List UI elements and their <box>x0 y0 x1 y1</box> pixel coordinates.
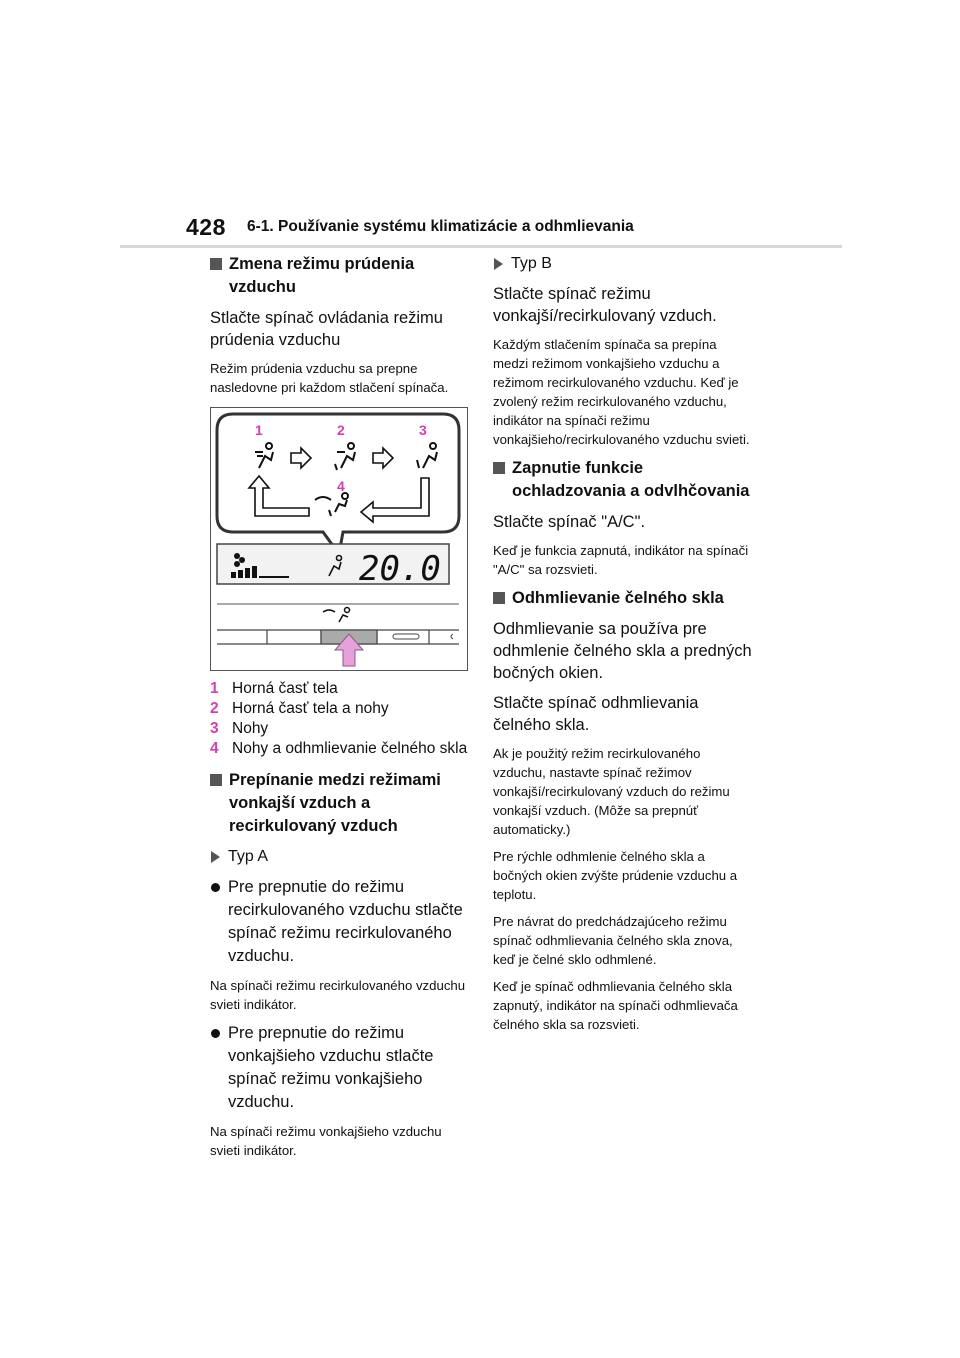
legend-text: Horná časť tela <box>232 680 338 697</box>
page-header <box>0 0 960 250</box>
mode-label-3: 3 <box>419 422 427 438</box>
airflow-mode-figure <box>210 407 468 671</box>
mode-legend <box>210 679 472 759</box>
paragraph-air-source-switch: Stlačte spínač režimu vonkajší/recirkulovaný vzduch. <box>493 285 717 325</box>
mode-label-1: 1 <box>255 422 263 438</box>
paragraph-defrost-use: Odhmlievanie sa používa pre odhmlenie čelného skla a predných bočných okien. <box>493 620 752 682</box>
legend-text: Nohy <box>232 720 269 737</box>
legend-row <box>210 699 472 719</box>
legend-row <box>210 719 472 739</box>
mode-label-2: 2 <box>337 422 345 438</box>
legend-text: Nohy a odhmlievanie čelného skla <box>232 740 468 757</box>
note-airflow-sequence: Režim prúdenia vzduchu sa prepne nasledovne pri každom stlačení spínača. <box>210 361 449 395</box>
note-air-source-switch: Každým stlačením spínača sa prepína medzi režimom vonkajšieho vzduchu a režimom recirkulovaného vzduchu. Keď je zvolený režim recirkulovaného vzduchu, indikátor na spínači režimu vonkajšieho/recirkulovaného vzduchu svieti. <box>493 337 750 447</box>
legend-num: 4 <box>210 740 219 757</box>
note-defrost-fast: Pre rýchle odhmlenie čelného skla a bočných okien zvýšte prúdenie vzduchu a teplotu. <box>493 849 738 902</box>
mode-label-4: 4 <box>337 478 345 494</box>
legend-row <box>210 679 472 699</box>
right-column <box>493 253 755 1042</box>
paragraph-defrost-press: Stlačte spínač odhmlievania čelného skla. <box>493 694 699 734</box>
section-title: 6-1. Používanie systému klimatizácie a odhmlievania <box>247 218 634 235</box>
mode-switch-icon <box>323 608 350 623</box>
legend-row <box>210 739 472 759</box>
heading-air-source: Prepínanie medzi režimami vonkajší vzduch a recirkulovaný vzduch <box>210 769 472 838</box>
type-b-label: Typ B <box>493 253 755 275</box>
legend-num: 2 <box>210 700 219 717</box>
note-defrost-indicator: Keď je spínač odhmlievania čelného skla zapnutý, indikátor na spínači odhmlievača čelného skla sa rozsvieti. <box>493 979 738 1032</box>
note-recirculation: Na spínači režimu recirkulovaného vzduchu svieti indikátor. <box>210 978 466 1012</box>
left-column <box>210 253 472 1168</box>
note-ac: Keď je funkcia zapnutá, indikátor na spínači "A/C" sa rozsvieti. <box>493 543 749 577</box>
heading-ac: Zapnutie funkcie ochladzovania a odvlhčovania <box>493 457 755 503</box>
note-outside-air: Na spínači režimu vonkajšieho vzduchu svieti indikátor. <box>210 1124 442 1158</box>
temperature-readout: 20.0 <box>359 549 441 589</box>
type-a-label: Typ A <box>210 846 472 868</box>
button-indicator-2 <box>451 634 453 639</box>
note-defrost-recirc: Ak je použitý režim recirkulovaného vzduchu, nastavte spínač režimov vonkajší/recirkulovaný vzduch do režimu vonkajší vzduch. (Môže sa prepnúť automaticky.) <box>493 746 730 837</box>
bullet-outside-air: Pre prepnutie do režimu vonkajšieho vzduchu stlačte spínač režimu vonkajšieho vzduchu. <box>210 1022 472 1114</box>
paragraph-airflow-instruction: Stlačte spínač ovládania režimu prúdenia vzduchu <box>210 309 443 349</box>
legend-num: 1 <box>210 680 219 697</box>
bullet-recirculation: Pre prepnutie do režimu recirkulovaného vzduchu stlačte spínač režimu recirkulovaného vzduchu. <box>210 876 472 968</box>
paragraph-ac: Stlačte spínač "A/C". <box>493 513 646 531</box>
page-number: 428 <box>186 214 226 240</box>
note-defrost-return: Pre návrat do predchádzajúceho režimu spínač odhmlievania čelného skla znova, keď je čelné sklo odhmlené. <box>493 914 733 967</box>
heading-airflow-mode: Zmena režimu prúdenia vzduchu <box>210 253 472 299</box>
legend-text: Horná časť tela a nohy <box>232 700 389 717</box>
button-indicator-1 <box>393 634 419 639</box>
airflow-mode-diagram <box>211 408 467 670</box>
heading-defrost: Odhmlievanie čelného skla <box>493 587 755 610</box>
legend-num: 3 <box>210 720 219 737</box>
header-rule <box>120 245 842 248</box>
